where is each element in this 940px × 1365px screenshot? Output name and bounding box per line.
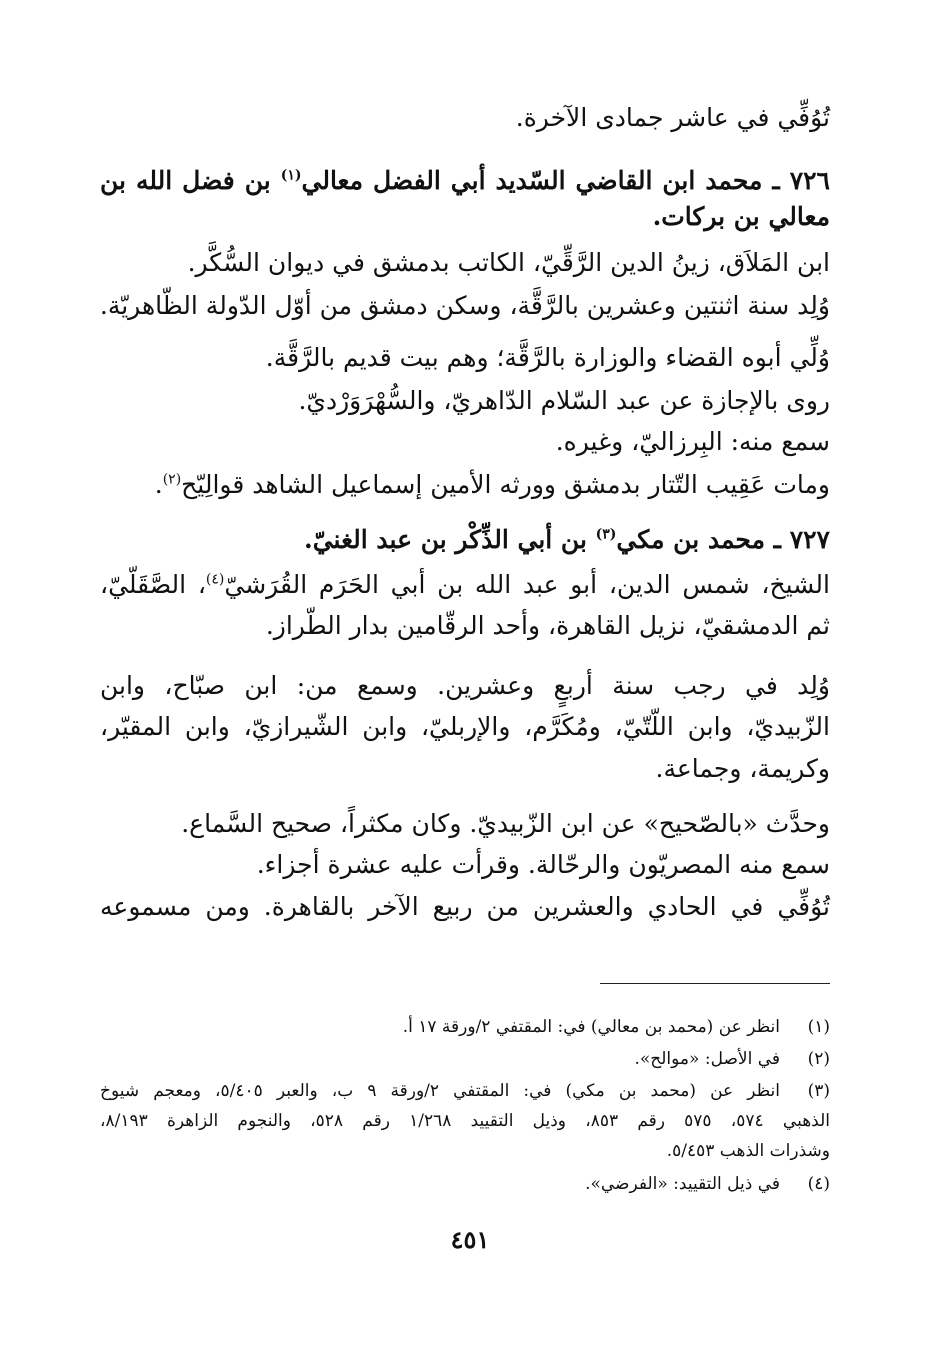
text-line: روى بالإجازة عن عبد السّلام الدّاهريّ، والسُّهْرَوَرْديّ. [298,386,830,415]
footnote-number: (٤) [807,1174,830,1194]
footnote-separator [600,983,830,984]
footnote-ref: (٢) [162,471,182,488]
text-line: سمع منه: البِرزاليّ، وغيره. [555,427,830,456]
text-line: وُلِد في رجب سنة أربعٍ وعشرين. وسمع من: ابن صبّاح، وابن [100,671,830,700]
book-page [100,0,830,1365]
footnote-text: في الأصل: «موالح». [634,1049,780,1069]
footnote-text: انظر عن (محمد بن مكي) في: المقتفي ٢/ورقة ٩ ب، والعبر ٥/٤٠٥، ومعجم شيوخ [100,1081,780,1101]
entry-726-heading: ٧٢٦ ـ محمد ابن القاضي السّديد أبي الفضل معالي$^{(١)}$ بن فضل الله بن [100,166,830,195]
footnote-ref: (٤) [205,571,225,588]
text-line: ابن المَلاَق، زينُ الدين الرَّقِّيّ، الكاتب بدمشق في ديوان السُّكَّر. [187,248,830,277]
text-line: ثم الدمشقيّ، نزيل القاهرة، وأحد الرقّامين بدار الطّراز. [265,611,830,640]
footnote-ref: (٣) [595,526,617,543]
footnote-text: انظر عن (محمد بن معالي) في: المقتفي ٢/ورقة ١٧ أ. [402,1017,780,1037]
entry-727-heading: ٧٢٧ ـ محمد بن مكي$^{(٣)}$ بن أبي الذِّكْر بن عبد الغنيّ. [304,525,830,554]
text-line: تُوُفِّي في عاشر جمادى الآخرة. [515,103,830,132]
text-line: تُوُفِّي في الحادي والعشرين من ربيع الآخر بالقاهرة. ومن مسموعه [100,892,830,921]
entry-726-heading-cont: معالي بن بركات. [652,202,830,231]
footnote-number: (٣) [807,1081,830,1101]
text-line: ومات عَقِيب التّتار بدمشق وورثه الأمين إسماعيل الشاهد قوالِيّح$^{(٢)}$. [154,470,830,499]
text-line: وحدَّث «بالصّحيح» عن ابن الزّبيديّ. وكان مكثراً، صحيح السَّماع. [181,809,830,838]
footnote-number: (١) [807,1017,830,1037]
footnote-number: (٢) [807,1049,830,1069]
page-number: ٤٥١ [450,1225,490,1254]
text-line: الشيخ، شمس الدين، أبو عبد الله بن أبي الحَرَم القُرَشيّ$^{(٤)}$، الصَّقَلّيّ، [100,570,830,599]
footnote-text: وشذرات الذهب ٥/٤٥٣. [666,1141,830,1161]
footnote-text: الذهبي ٥٧٤، ٥٧٥ رقم ٨٥٣، وذيل التقييد ١/٢٦٨ رقم ٥٢٨، والنجوم الزاهرة ٨/١٩٣، [100,1111,830,1131]
footnote-ref: (١) [280,167,302,184]
footnote-text: في ذيل التقييد: «الفرضي». [585,1174,780,1194]
text-line: الزّبيديّ، وابن اللّتّيّ، ومُكَرَّم، والإربليّ، وابن الشّيرازيّ، وابن المقيّر، [100,712,830,741]
text-line: وكريمة، وجماعة. [655,754,830,783]
text-line: وُلِّي أبوه القضاء والوزارة بالرَّقَّة؛ وهم بيت قديم بالرَّقَّة. [265,343,830,372]
text-line: سمع منه المصريّون والرحّالة. وقرأت عليه عشرة أجزاء. [256,850,830,879]
text-line: وُلِد سنة اثنتين وعشرين بالرَّقَّة، وسكن دمشق من أوّل الدّولة الظّاهريّة. [99,291,830,320]
